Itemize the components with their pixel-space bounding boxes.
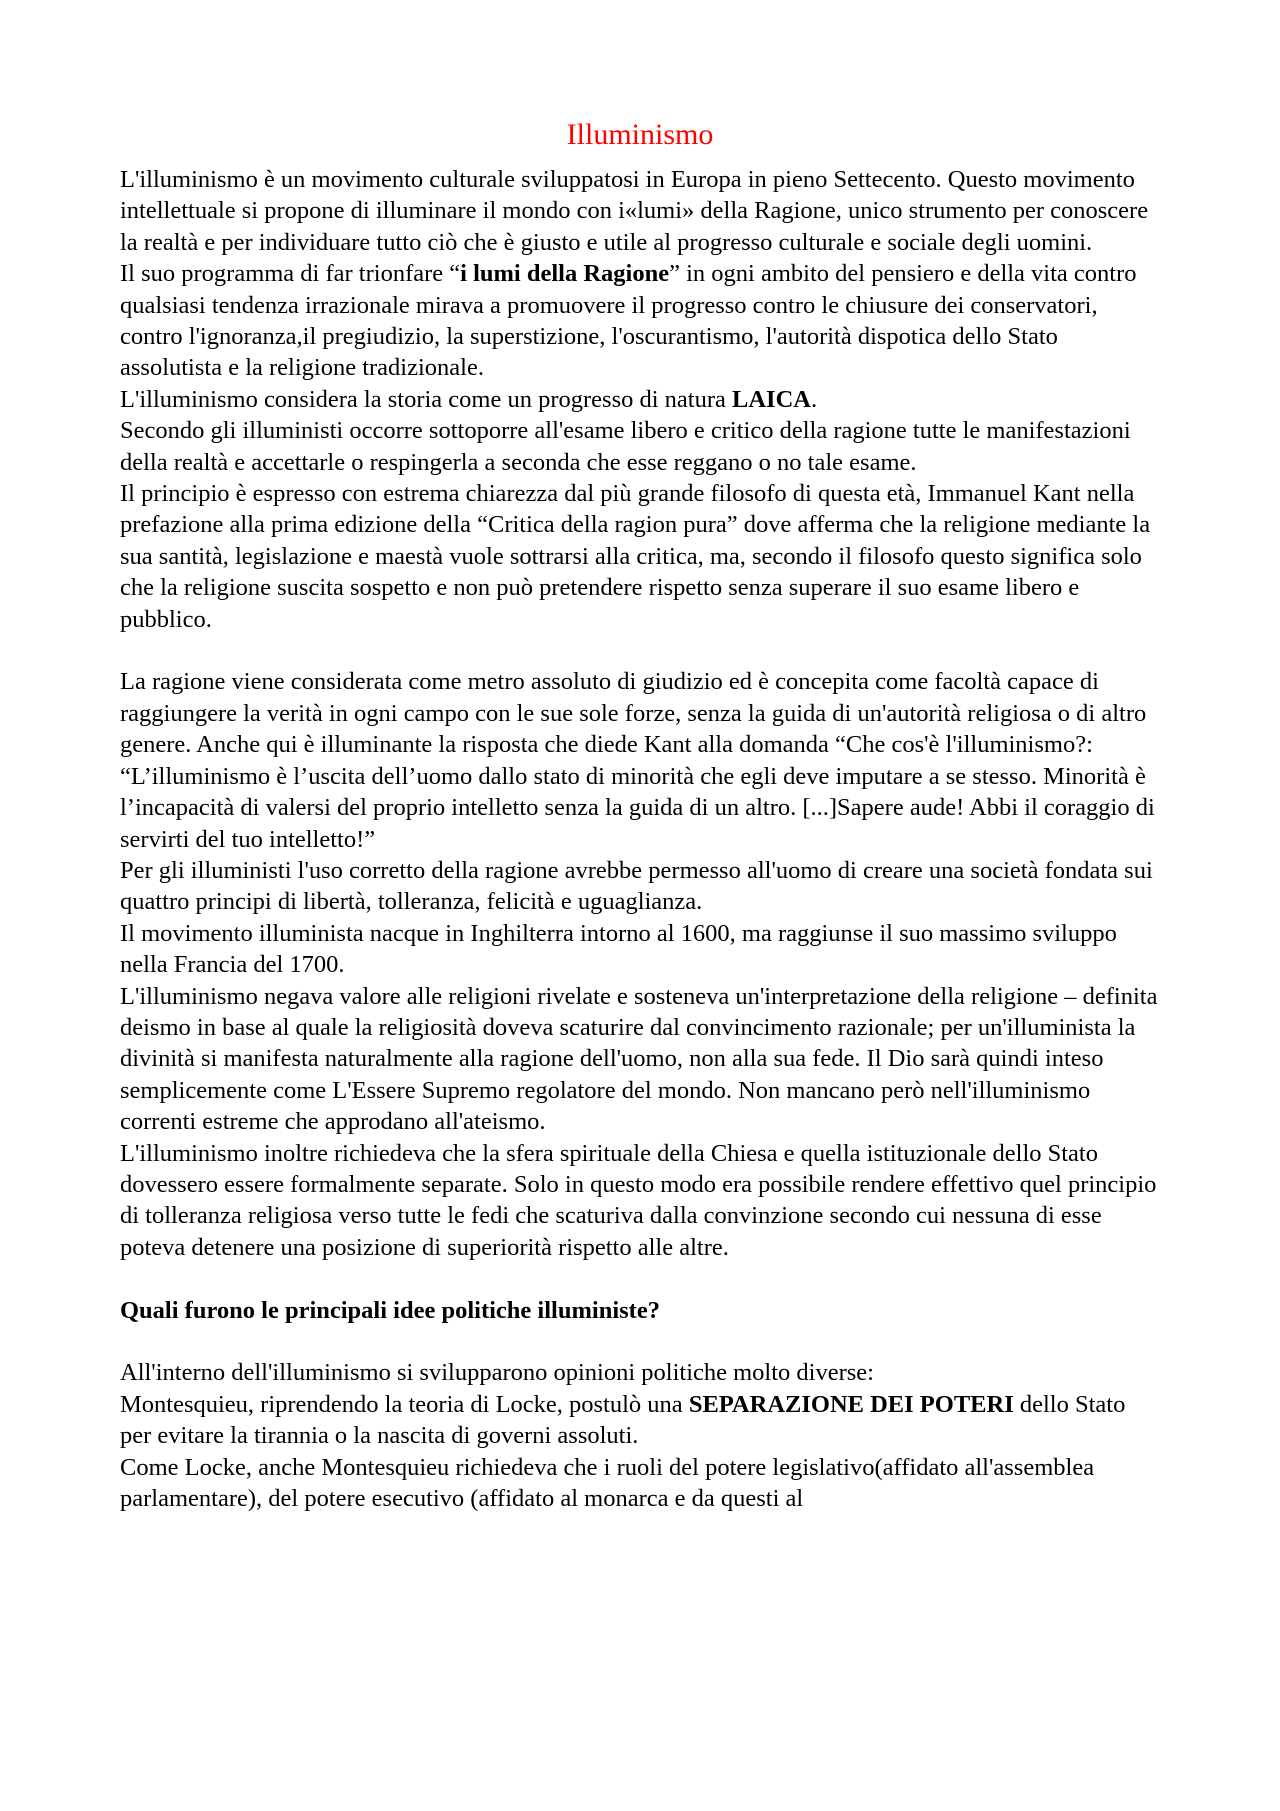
bold-laica: LAICA <box>732 385 811 413</box>
paragraph-esame-critico: Secondo gli illuministi occorre sottoporre all'esame libero e critico della ragione tutte le manifestazioni della realtà e accettarle o respingerla a seconda che esse reggano o no tale esame. <box>120 417 1131 476</box>
paragraph-ragione-metro: La ragione viene considerata come metro assoluto di giudizio ed è concepita come facoltà capace di raggiungere la verità in ogni campo con le sue sole forze, senza la guida di un'autorità religiosa o di altro genere. Anche qui è illuminante la risposta che diede Kant alla domanda “Che cos'è l'illuminismo?: “L’illuminismo è l’uscita dell’uomo dallo stato di minorità che egli deve imputare a se stesso. Minorità è l’incapacità di valersi del proprio intelletto senza la guida di un altro. [...]Sapere aude! Abbi il coraggio di servirti del tuo intelletto!” <box>120 668 1155 853</box>
section-heading: Quali furono le principali idee politiche illuministe? <box>120 1296 660 1324</box>
text-span: . <box>810 385 818 413</box>
paragraph-deismo: L'illuminismo negava valore alle religioni rivelate e sosteneva un'interpretazione della religione – definita deismo in base al quale la religiosità doveva scaturire dal convincimento razionale; per un'illuminista la divinità si manifesta naturalmente alla ragione dell'uomo, non alla sua fede. Il Dio sarà quindi inteso semplicemente come L'Essere Supremo regolatore del mondo. Non mancano però nell'illuminismo correnti estreme che approdano all'ateismo. <box>120 982 1158 1136</box>
paragraph-kant-critica: Il principio è espresso con estrema chiarezza dal più grande filosofo di questa età, Immanuel Kant nella prefazione alla prima edizione della “Critica della ragion pura” dove afferma che la religione mediante la sua santità, legislazione e maestà vuole sottrarsi alla critica, ma, secondo il filosofo questo significa solo che la religione suscita sospetto e non può pretendere rispetto senza superare il suo esame libero e pubblico. <box>120 480 1151 633</box>
blank-line <box>120 1326 1160 1357</box>
paragraph-programma <box>120 258 1160 384</box>
paragraph-storia-laica <box>120 384 1160 415</box>
paragraph-origine: Il movimento illuminista nacque in Inghilterra intorno al 1600, ma raggiunse il suo massimo sviluppo nella Francia del 1700. <box>120 919 1117 979</box>
paragraph-definition: L'illuminismo è un movimento culturale sviluppatosi in Europa in pieno Settecento. Questo movimento intellettuale si propone di illuminare il mondo con i«lumi» della Ragione, unico strumento per conoscere la realtà e per individuare tutto ciò che è giusto e utile al progresso culturale e sociale degli uomini. <box>120 166 1149 256</box>
paragraph-locke-poteri: Come Locke, anche Montesquieu richiedeva che i ruoli del potere legislativo(affidato all'assemblea parlamentare), del potere esecutivo (affidato al monarca e da questi al <box>120 1453 1095 1513</box>
blank-line <box>120 1263 1160 1294</box>
blank-line <box>120 635 1160 666</box>
text-span: dello Stato per evitare la tirannia o la nascita di governi assoluti. <box>120 1390 1126 1450</box>
text-span: L'illuminismo considera la storia come un progresso di natura <box>120 385 733 413</box>
document-page <box>120 118 1160 1514</box>
text-span: ” in ogni ambito del pensiero e della vita contro qualsiasi tendenza irrazionale mirava a promuovere il progresso contro le chiusure dei conservatori, contro l'ignoranza,il pregiudizio, la superstizione, l'oscurantismo, l'autorità dispotica dello Stato assolutista e la religione tradizionale. <box>120 260 1137 382</box>
paragraph-principi: Per gli illuministi l'uso corretto della ragione avrebbe permesso all'uomo di creare una società fondata sui quattro principi di libertà, tolleranza, felicità e uguaglianza. <box>120 856 1153 916</box>
paragraph-montesquieu <box>120 1389 1160 1452</box>
bold-separazione-dei-poteri: SEPARAZIONE DEI POTERI <box>688 1390 1014 1418</box>
text-span: Il suo programma di far trionfare “ <box>120 260 461 288</box>
paragraph-separazione-chiesa-stato: L'illuminismo inoltre richiedeva che la sfera spirituale della Chiesa e quella istituzionale dello Stato dovessero essere formalmente separate. Solo in questo modo era possibile rendere effettivo quel principio di tolleranza religiosa verso tutte le fedi che scaturiva dalla convinzione secondo cui nessuna di esse poteva detenere una posizione di superiorità rispetto alle altre. <box>120 1139 1157 1261</box>
document-title: Illuminismo <box>566 118 714 151</box>
text-span: Montesquieu, riprendendo la teoria di Locke, postulò una <box>120 1390 689 1418</box>
bold-lumi-della-ragione: i lumi della Ragione <box>460 260 670 288</box>
paragraph-opinioni: All'interno dell'illuminismo si svilupparono opinioni politiche molto diverse: <box>120 1359 874 1387</box>
